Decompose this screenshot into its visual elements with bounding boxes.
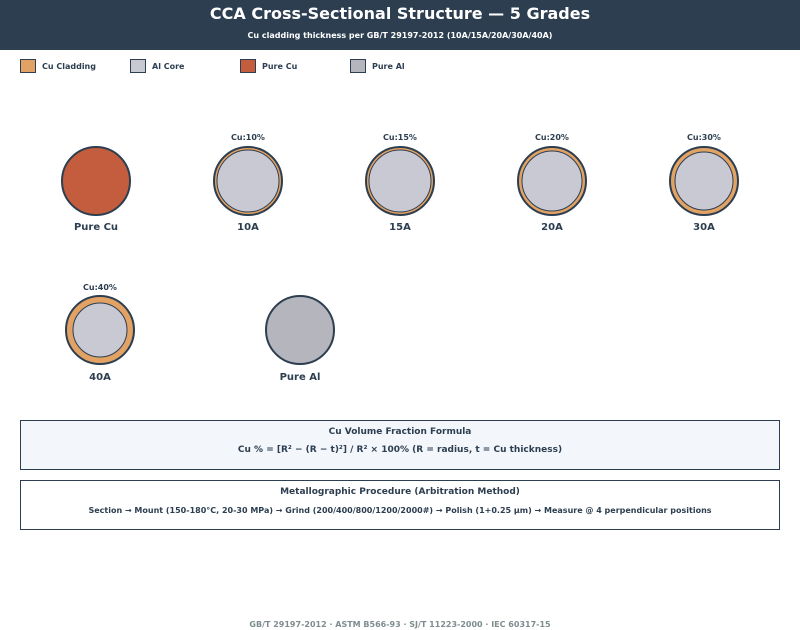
legend-label: Cu Cladding [42,61,96,71]
page-subtitle: Cu cladding thickness per GB/T 29197-2012 (10A/15A/20A/30A/40A) [247,31,553,40]
cross-section-pure-cu [62,147,130,233]
cross-section-40a [66,283,134,383]
procedure-box [20,480,780,530]
cu-fraction-caption: Cu:15% [383,133,417,142]
cu-fraction-caption: Cu:10% [231,133,265,142]
grade-label: Pure Al [279,372,321,383]
cu-fraction-caption: Cu:40% [83,283,117,292]
al-core [369,150,431,212]
procedure-title: Metallographic Procedure (Arbitration Method) [280,487,520,497]
formula-title: Cu Volume Fraction Formula [328,427,472,437]
procedure-text: Section → Mount (150-180°C, 20-30 MPa) → Grind (200/400/800/1200/2000#) → Polish (1+0.25 μm) → Measure @ 4 perpendicular positions [88,506,712,515]
legend-label: Al Core [152,61,185,71]
formula-box [20,420,780,470]
grade-label: 40A [89,372,111,383]
grade-label: 10A [237,222,259,233]
conductor-circle [266,296,334,364]
grade-label: 20A [541,222,563,233]
footer-standards: GB/T 29197-2012 · ASTM B566-93 · SJ/T 11223-2000 · IEC 60317-15 [249,620,551,629]
al-core [675,152,733,210]
grade-label: 30A [693,222,715,233]
cu-fraction-caption: Cu:20% [535,133,569,142]
al-core [522,151,582,211]
cu-fraction-caption: Cu:30% [687,133,721,142]
al-core [73,303,127,357]
cross-section-15a [366,133,434,233]
legend-label: Pure Cu [262,61,298,71]
cross-section-20a [518,133,586,233]
page-title: CCA Cross-Sectional Structure — 5 Grades [209,4,591,23]
al-core [217,150,279,212]
grade-label: 15A [389,222,411,233]
formula-text: Cu % = [R² − (R − t)²] / R² × 100% (R = radius, t = Cu thickness) [237,445,563,455]
cross-section-10a [214,133,282,233]
cross-section-30a [670,133,738,233]
grade-label: Pure Cu [73,222,119,233]
legend-label: Pure Al [372,61,405,71]
conductor-circle [62,147,130,215]
cross-section-pure-al [266,296,334,383]
